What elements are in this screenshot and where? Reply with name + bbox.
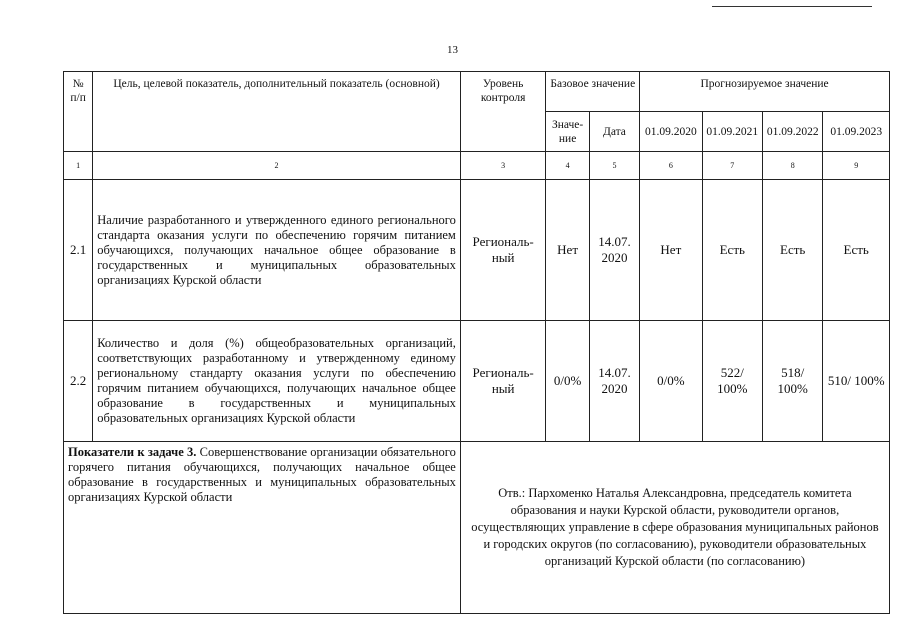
row-value-2020: 0/0% <box>640 321 702 442</box>
row-base-value: 0/0% <box>546 321 589 442</box>
top-rule <box>712 6 872 7</box>
header-goal: Цель, целевой показатель, дополнительный показатель (основной) <box>93 72 461 152</box>
index-cell: 4 <box>546 152 589 180</box>
header-num: № п/п <box>64 72 93 152</box>
header-row-1 <box>64 72 890 112</box>
row-number: 2.2 <box>64 321 93 442</box>
header-year-2020: 01.09.2020 <box>640 112 702 152</box>
row-base-date: 14.07. 2020 <box>589 321 639 442</box>
row-number: 2.1 <box>64 180 93 321</box>
row-description: Наличие разработанного и утвержденного единого регионального стандарта оказания услуги по обеспечению горячим питанием обучающихся, получающих начальное общее образование в государственных и муниципальных образовательных организациях Курской области <box>93 180 461 321</box>
index-cell: 6 <box>640 152 702 180</box>
header-base-value: Значе-ние <box>546 112 589 152</box>
indicators-table <box>63 71 890 614</box>
index-cell: 9 <box>823 152 890 180</box>
task-heading <box>64 442 461 614</box>
row-value-2021: 522/ 100% <box>702 321 762 442</box>
header-base-date: Дата <box>589 112 639 152</box>
header-year-2023: 01.09.2023 <box>823 112 890 152</box>
row-base-date: 14.07. 2020 <box>589 180 639 321</box>
index-cell: 1 <box>64 152 93 180</box>
index-cell: 3 <box>460 152 546 180</box>
row-value-2023: 510/ 100% <box>823 321 890 442</box>
row-value-2023: Есть <box>823 180 890 321</box>
index-cell: 5 <box>589 152 639 180</box>
row-base-value: Нет <box>546 180 589 321</box>
index-cell: 7 <box>702 152 762 180</box>
task-responsible: Отв.: Пархоменко Наталья Александровна, председатель комитета образования и науки Курской области, руководители органов, осуществляющих управление в сфере образования муниципальных районов и городских округов (по согласованию), руководители образовательных организаций Курской области (по согласованию) <box>460 442 889 614</box>
task-row <box>64 442 890 614</box>
header-forecast: Прогнозируемое значение <box>640 72 890 112</box>
task-label: Показатели к задаче 3. <box>68 445 197 459</box>
index-row <box>64 152 890 180</box>
row-level: Региональ-ный <box>460 321 546 442</box>
row-value-2020: Нет <box>640 180 702 321</box>
header-level: Уровень контроля <box>460 72 546 152</box>
row-value-2022: 518/ 100% <box>762 321 822 442</box>
header-year-2022: 01.09.2022 <box>762 112 822 152</box>
header-year-2021: 01.09.2021 <box>702 112 762 152</box>
page-number: 13 <box>447 44 458 56</box>
index-cell: 8 <box>762 152 822 180</box>
row-description: Количество и доля (%) общеобразовательных организаций, соответствующих разработанному и утвержденному единому региональному стандарту оказания услуги по обеспечению горячим питанием обучающихся, получающих начальное общее образование в государственных и муниципальных образовательных организациях Курской области <box>93 321 461 442</box>
task-text: Совершенствование организации обязательного горячего питания обучающихся, получающих начальное общее образование в государственных и муниципальных образовательных организациях Курской области <box>68 445 456 504</box>
header-base: Базовое значение <box>546 72 640 112</box>
index-cell: 2 <box>93 152 461 180</box>
row-level: Региональ-ный <box>460 180 546 321</box>
table-row <box>64 180 890 321</box>
table-row <box>64 321 890 442</box>
row-value-2022: Есть <box>762 180 822 321</box>
row-value-2021: Есть <box>702 180 762 321</box>
